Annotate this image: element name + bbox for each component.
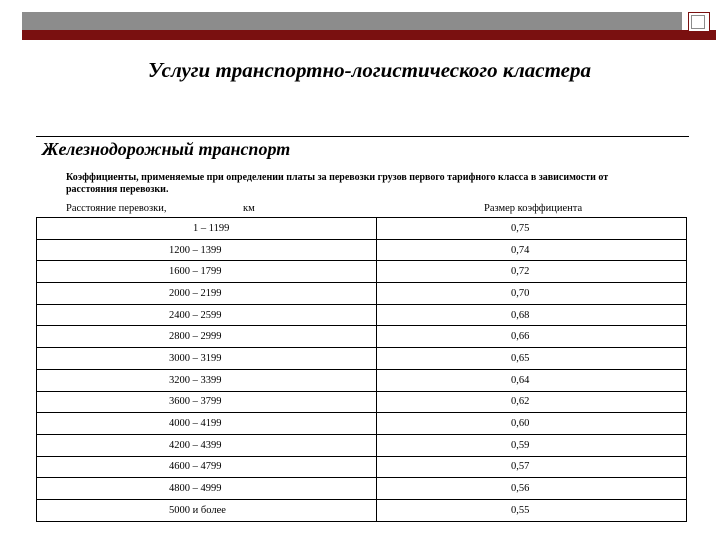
table-row bbox=[37, 239, 687, 261]
section-title: Железнодорожный транспорт bbox=[42, 139, 291, 159]
coefficient-cell: 0,62 bbox=[377, 391, 687, 413]
distance-cell: 2400 – 2599 bbox=[37, 304, 377, 326]
coefficient-cell: 0,66 bbox=[377, 326, 687, 348]
distance-cell: 4000 – 4199 bbox=[37, 413, 377, 435]
distance-cell: 3000 – 3199 bbox=[37, 348, 377, 370]
table-row bbox=[37, 348, 687, 370]
distance-cell: 3600 – 3799 bbox=[37, 391, 377, 413]
column-label-unit: км bbox=[243, 203, 255, 214]
distance-cell: 2000 – 2199 bbox=[37, 283, 377, 305]
coefficient-cell: 0,59 bbox=[377, 434, 687, 456]
distance-cell: 1600 – 1799 bbox=[37, 261, 377, 283]
table-row bbox=[37, 456, 687, 478]
coefficient-cell: 0,75 bbox=[377, 218, 687, 240]
corner-inner-square-icon bbox=[691, 15, 705, 29]
title-divider bbox=[36, 136, 689, 137]
column-label-distance: Расстояние перевозки, bbox=[66, 203, 167, 214]
top-decorative-bar bbox=[22, 12, 682, 30]
table-description: Коэффициенты, применяемые при определении платы за перевозки грузов первого тарифного класса в зависимости от расстояния перевозки. bbox=[66, 172, 609, 195]
coefficient-cell: 0,74 bbox=[377, 239, 687, 261]
table-row bbox=[37, 283, 687, 305]
coefficient-cell: 0,57 bbox=[377, 456, 687, 478]
distance-cell: 5000 и более bbox=[37, 499, 377, 521]
distance-cell: 4200 – 4399 bbox=[37, 434, 377, 456]
coefficient-cell: 0,68 bbox=[377, 304, 687, 326]
table-row bbox=[37, 304, 687, 326]
table-row bbox=[37, 391, 687, 413]
top-accent-bar bbox=[22, 30, 716, 40]
coefficient-cell: 0,64 bbox=[377, 369, 687, 391]
slide-title: Услуги транспортно-логистического кластера bbox=[148, 58, 591, 82]
coefficient-cell: 0,55 bbox=[377, 499, 687, 521]
table-row bbox=[37, 434, 687, 456]
coefficient-cell: 0,72 bbox=[377, 261, 687, 283]
table-row bbox=[37, 478, 687, 500]
table-row bbox=[37, 261, 687, 283]
distance-cell: 2800 – 2999 bbox=[37, 326, 377, 348]
distance-cell: 4800 – 4999 bbox=[37, 478, 377, 500]
distance-cell: 4600 – 4799 bbox=[37, 456, 377, 478]
column-label-coefficient: Размер коэффициента bbox=[484, 203, 583, 214]
distance-cell: 1200 – 1399 bbox=[37, 239, 377, 261]
table-row bbox=[37, 218, 687, 240]
table-row bbox=[37, 413, 687, 435]
distance-cell: 3200 – 3399 bbox=[37, 369, 377, 391]
coefficient-table bbox=[36, 217, 687, 522]
distance-cell: 1 – 1199 bbox=[37, 218, 377, 240]
table-row bbox=[37, 499, 687, 521]
coefficient-cell: 0,70 bbox=[377, 283, 687, 305]
coefficient-cell: 0,65 bbox=[377, 348, 687, 370]
table-row bbox=[37, 326, 687, 348]
table-row bbox=[37, 369, 687, 391]
coefficient-cell: 0,60 bbox=[377, 413, 687, 435]
coefficient-cell: 0,56 bbox=[377, 478, 687, 500]
